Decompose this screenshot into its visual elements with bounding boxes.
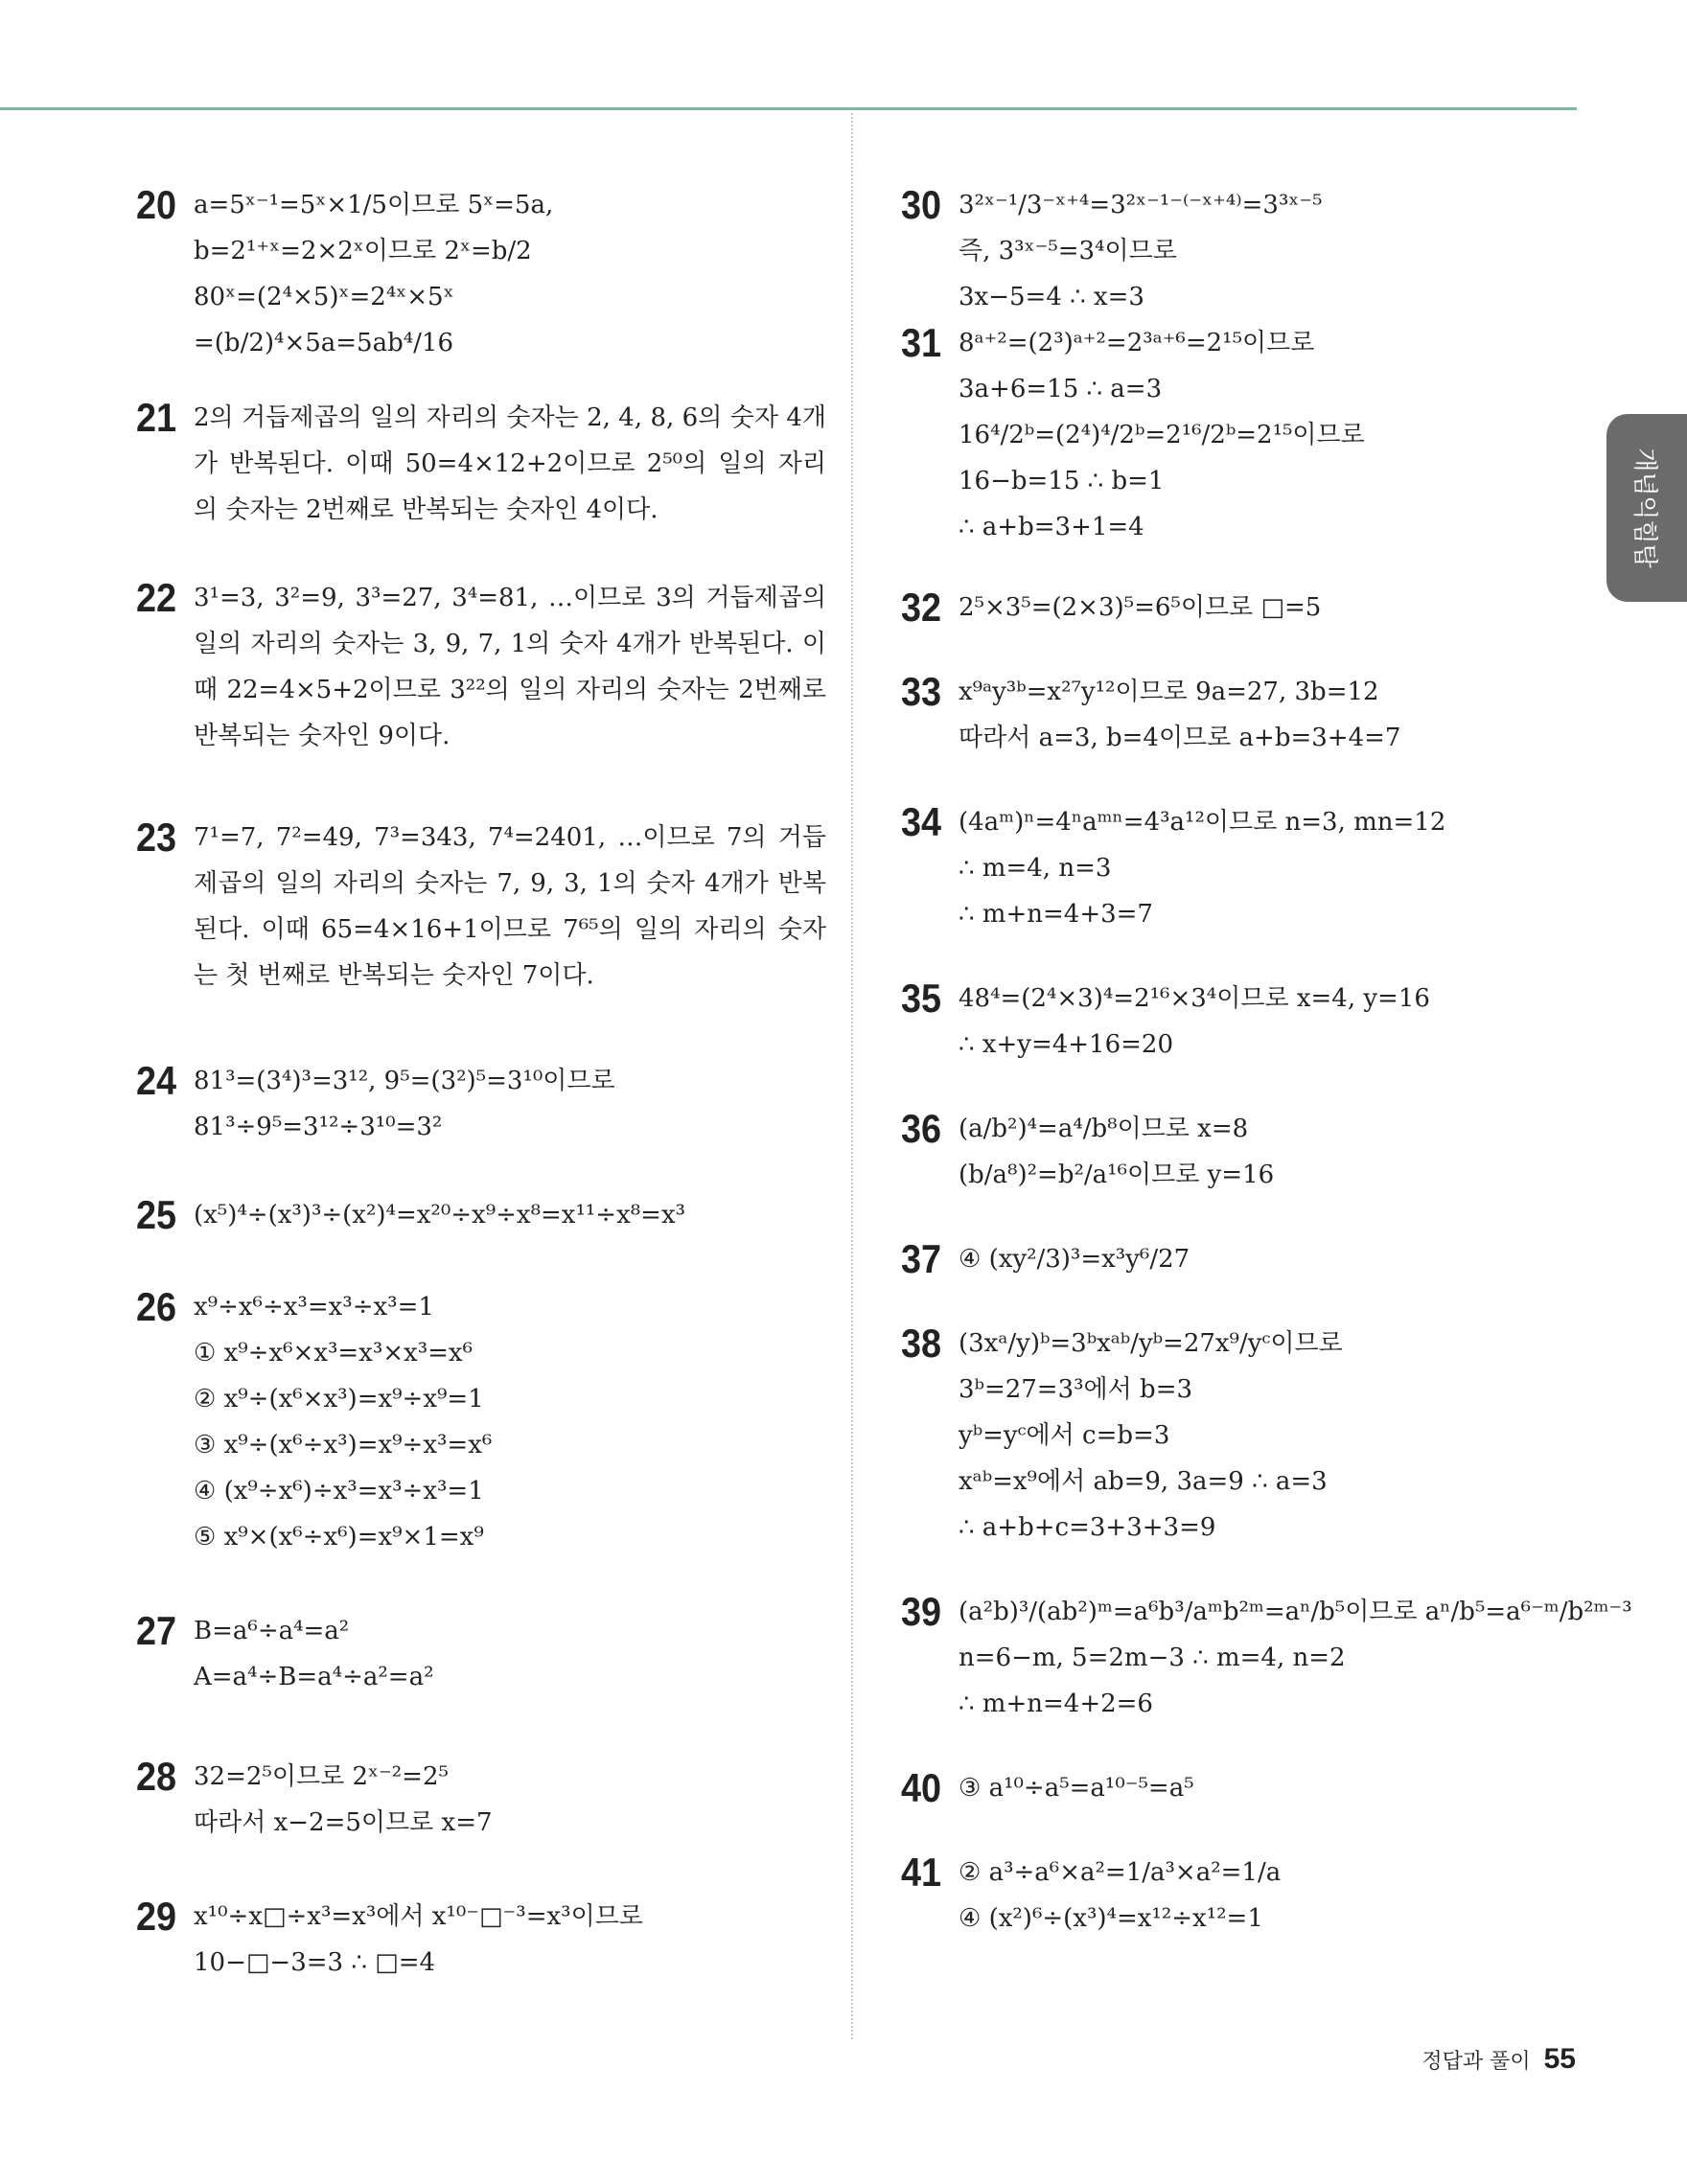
- solution-line: ② a³÷a⁶×a²=1/a³×a²=1/a: [959, 1858, 1282, 1887]
- problem-26: [136, 1284, 826, 1560]
- solution-line: ∴ a+b=3+1=4: [959, 513, 1144, 541]
- solution-line: 16−b=15 ∴ b=1: [959, 467, 1165, 495]
- problem-number: 24: [136, 1058, 177, 1103]
- solution-line: ③ a¹⁰÷a⁵=a¹⁰⁻⁵=a⁵: [959, 1774, 1194, 1803]
- solution-line: 3²ˣ⁻¹/3⁻ˣ⁺⁴=3²ˣ⁻¹⁻⁽⁻ˣ⁺⁴⁾=3³ˣ⁻⁵: [959, 191, 1323, 219]
- side-tab: [1606, 414, 1687, 602]
- column-divider: [851, 113, 853, 2039]
- solution-line: 3ᵇ=27=3³에서 b=3: [959, 1375, 1193, 1404]
- right-column: [901, 182, 1632, 1942]
- problem-number: 35: [901, 976, 942, 1021]
- page-number: 55: [1543, 2043, 1576, 2075]
- problem-39: [901, 1589, 1632, 1727]
- solution-line: 3¹=3, 3²=9, 3³=27, 3⁴=81, …이므로 3의 거듭제곱의 일의 자리의 숫자는 3, 9, 7, 1의 숫자 4개가 반복된다. 이때 22=4×5+2이므로 3²²의 일의 자리의 숫자는 2번째로 반복되는 숫자인 9이다.: [194, 584, 826, 750]
- problem-number: 41: [901, 1850, 942, 1895]
- problem-number: 31: [901, 320, 942, 365]
- problem-23: [136, 815, 826, 999]
- solution-line: A=a⁴÷B=a⁴÷a²=a²: [194, 1663, 434, 1691]
- problem-20: [136, 182, 826, 366]
- footer-label: 정답과 풀이: [1421, 2050, 1531, 2074]
- problem-number: 32: [901, 585, 942, 630]
- solution-line: n=6−m, 5=2m−3 ∴ m=4, n=2: [959, 1644, 1346, 1672]
- solution-line: (4aᵐ)ⁿ=4ⁿaᵐⁿ=4³a¹²이므로 n=3, mn=12: [959, 808, 1446, 837]
- problem-number: 21: [136, 395, 177, 440]
- problem-30: [901, 182, 1591, 320]
- solution-line: yᵇ=yᶜ에서 c=b=3: [959, 1421, 1170, 1450]
- solution-line: ① x⁹÷x⁶×x³=x³×x³=x⁶: [194, 1339, 474, 1368]
- solution-line: 2⁵×3⁵=(2×3)⁵=6⁵이므로 □=5: [959, 593, 1322, 622]
- solution-line: x¹⁰÷x□÷x³=x³에서 x¹⁰⁻□⁻³=x³이므로: [194, 1902, 643, 1931]
- solution-line: (3xᵃ/y)ᵇ=3ᵇxᵃᵇ/yᵇ=27x⁹/yᶜ이므로: [959, 1329, 1343, 1358]
- solution-line: 10−□−3=3 ∴ □=4: [194, 1948, 436, 1977]
- solution-line: ④ (x⁹÷x⁶)÷x³=x³÷x³=1: [194, 1477, 484, 1506]
- problem-number: 36: [901, 1106, 942, 1151]
- problem-number: 39: [901, 1589, 942, 1634]
- solution-line: 따라서 a=3, b=4이므로 a+b=3+4=7: [959, 724, 1401, 752]
- solution-line: b=2¹⁺ˣ=2×2ˣ이므로 2ˣ=b/2: [194, 237, 532, 265]
- solution-line: ∴ m=4, n=3: [959, 854, 1112, 883]
- problem-number: 34: [901, 799, 942, 844]
- solution-line: (x⁵)⁴÷(x³)³÷(x²)⁴=x²⁰÷x⁹÷x⁸=x¹¹÷x⁸=x³: [194, 1201, 686, 1230]
- solution-line: 80ˣ=(2⁴×5)ˣ=2⁴ˣ×5ˣ: [194, 283, 454, 311]
- solution-line: 81³=(3⁴)³=3¹², 9⁵=(3²)⁵=3¹⁰이므로: [194, 1067, 615, 1095]
- problem-40: [901, 1765, 1591, 1811]
- problem-33: [901, 669, 1591, 761]
- left-column: [136, 182, 826, 1986]
- solution-line: 16⁴/2ᵇ=(2⁴)⁴/2ᵇ=2¹⁶/2ᵇ=2¹⁵이므로: [959, 421, 1365, 449]
- solution-line: ∴ m+n=4+3=7: [959, 900, 1153, 929]
- problem-number: 22: [136, 575, 177, 620]
- solution-line: (b/a⁸)²=b²/a¹⁶이므로 y=16: [959, 1161, 1275, 1189]
- solution-line: 3x−5=4 ∴ x=3: [959, 283, 1144, 311]
- solution-line: ⑤ x⁹×(x⁶÷x⁶)=x⁹×1=x⁹: [194, 1523, 484, 1552]
- problem-number: 29: [136, 1894, 177, 1939]
- solution-line: x⁹÷x⁶÷x³=x³÷x³=1: [194, 1293, 434, 1322]
- solution-line: (a/b²)⁴=a⁴/b⁸이므로 x=8: [959, 1115, 1249, 1143]
- problem-21: [136, 395, 826, 533]
- solution-line: ④ (xy²/3)³=x³y⁶/27: [959, 1245, 1190, 1274]
- solution-line: =(b/2)⁴×5a=5ab⁴/16: [194, 329, 454, 357]
- problem-41: [901, 1850, 1591, 1942]
- solution-line: 48⁴=(2⁴×3)⁴=2¹⁶×3⁴이므로 x=4, y=16: [959, 984, 1430, 1013]
- solution-line: x⁹ᵃy³ᵇ=x²⁷y¹²이므로 9a=27, 3b=12: [959, 678, 1379, 706]
- solution-line: ④ (x²)⁶÷(x³)⁴=x¹²÷x¹²=1: [959, 1904, 1263, 1933]
- problem-35: [901, 976, 1591, 1068]
- solution-line: xᵃᵇ=x⁹에서 ab=9, 3a=9 ∴ a=3: [959, 1467, 1328, 1496]
- solution-line: ∴ a+b+c=3+3+3=9: [959, 1513, 1216, 1542]
- problem-37: [901, 1236, 1591, 1282]
- problem-31: [901, 320, 1591, 550]
- solution-line: 3a+6=15 ∴ a=3: [959, 375, 1163, 403]
- problem-number: 20: [136, 182, 177, 227]
- solution-line: ∴ m+n=4+2=6: [959, 1690, 1153, 1718]
- problem-27: [136, 1608, 826, 1700]
- solution-line: 2의 거듭제곱의 일의 자리의 숫자는 2, 4, 8, 6의 숫자 4개가 반복된다. 이때 50=4×12+2이므로 2⁵⁰의 일의 자리의 숫자는 2번째로 반복되는 숫자인 4이다.: [194, 403, 826, 524]
- problem-22: [136, 575, 826, 759]
- page-footer: [1421, 2043, 1576, 2076]
- problem-number: 37: [901, 1236, 942, 1281]
- problem-number: 26: [136, 1284, 177, 1329]
- solution-line: 8ᵃ⁺²=(2³)ᵃ⁺²=2³ᵃ⁺⁶=2¹⁵이므로: [959, 329, 1315, 357]
- solution-line: ② x⁹÷(x⁶×x³)=x⁹÷x⁹=1: [194, 1385, 484, 1414]
- solution-line: ∴ x+y=4+16=20: [959, 1030, 1174, 1059]
- problem-25: [136, 1192, 826, 1238]
- problem-38: [901, 1321, 1591, 1551]
- problem-number: 33: [901, 669, 942, 714]
- problem-number: 23: [136, 815, 177, 860]
- problem-number: 38: [901, 1321, 942, 1366]
- solution-line: 81³÷9⁵=3¹²÷3¹⁰=3²: [194, 1113, 443, 1141]
- solution-line: (a²b)³/(ab²)ᵐ=a⁶b³/aᵐb²ᵐ=aⁿ/b⁵이므로 aⁿ/b⁵=a⁶⁻ᵐ/b²ᵐ⁻³: [959, 1598, 1632, 1626]
- solution-line: a=5ˣ⁻¹=5ˣ×1/5이므로 5ˣ=5a,: [194, 191, 554, 219]
- problem-28: [136, 1754, 826, 1846]
- problem-number: 28: [136, 1754, 177, 1799]
- solution-line: 32=2⁵이므로 2ˣ⁻²=2⁵: [194, 1762, 449, 1791]
- problem-34: [901, 799, 1591, 937]
- side-tab-label: 개념익힘탑: [1629, 448, 1659, 568]
- problem-number: 27: [136, 1608, 177, 1653]
- solution-line: 7¹=7, 7²=49, 7³=343, 7⁴=2401, …이므로 7의 거듭제곱의 일의 자리의 숫자는 7, 9, 3, 1의 숫자 4개가 반복된다. 이때 65=4×16+1이므로 7⁶⁵의 일의 자리의 숫자는 첫 번째로 반복되는 숫자인 7이다.: [194, 823, 826, 990]
- problem-36: [901, 1106, 1591, 1198]
- solution-line: 따라서 x−2=5이므로 x=7: [194, 1808, 493, 1837]
- problem-29: [136, 1894, 826, 1986]
- problem-number: 40: [901, 1765, 942, 1810]
- problem-32: [901, 585, 1591, 631]
- solution-line: 즉, 3³ˣ⁻⁵=3⁴이므로: [959, 237, 1177, 265]
- top-rule: [0, 107, 1577, 110]
- solution-line: B=a⁶÷a⁴=a²: [194, 1617, 350, 1645]
- problem-number: 25: [136, 1192, 177, 1237]
- solution-line: ③ x⁹÷(x⁶÷x³)=x⁹÷x³=x⁶: [194, 1431, 493, 1460]
- problem-number: 30: [901, 182, 942, 227]
- problem-24: [136, 1058, 826, 1150]
